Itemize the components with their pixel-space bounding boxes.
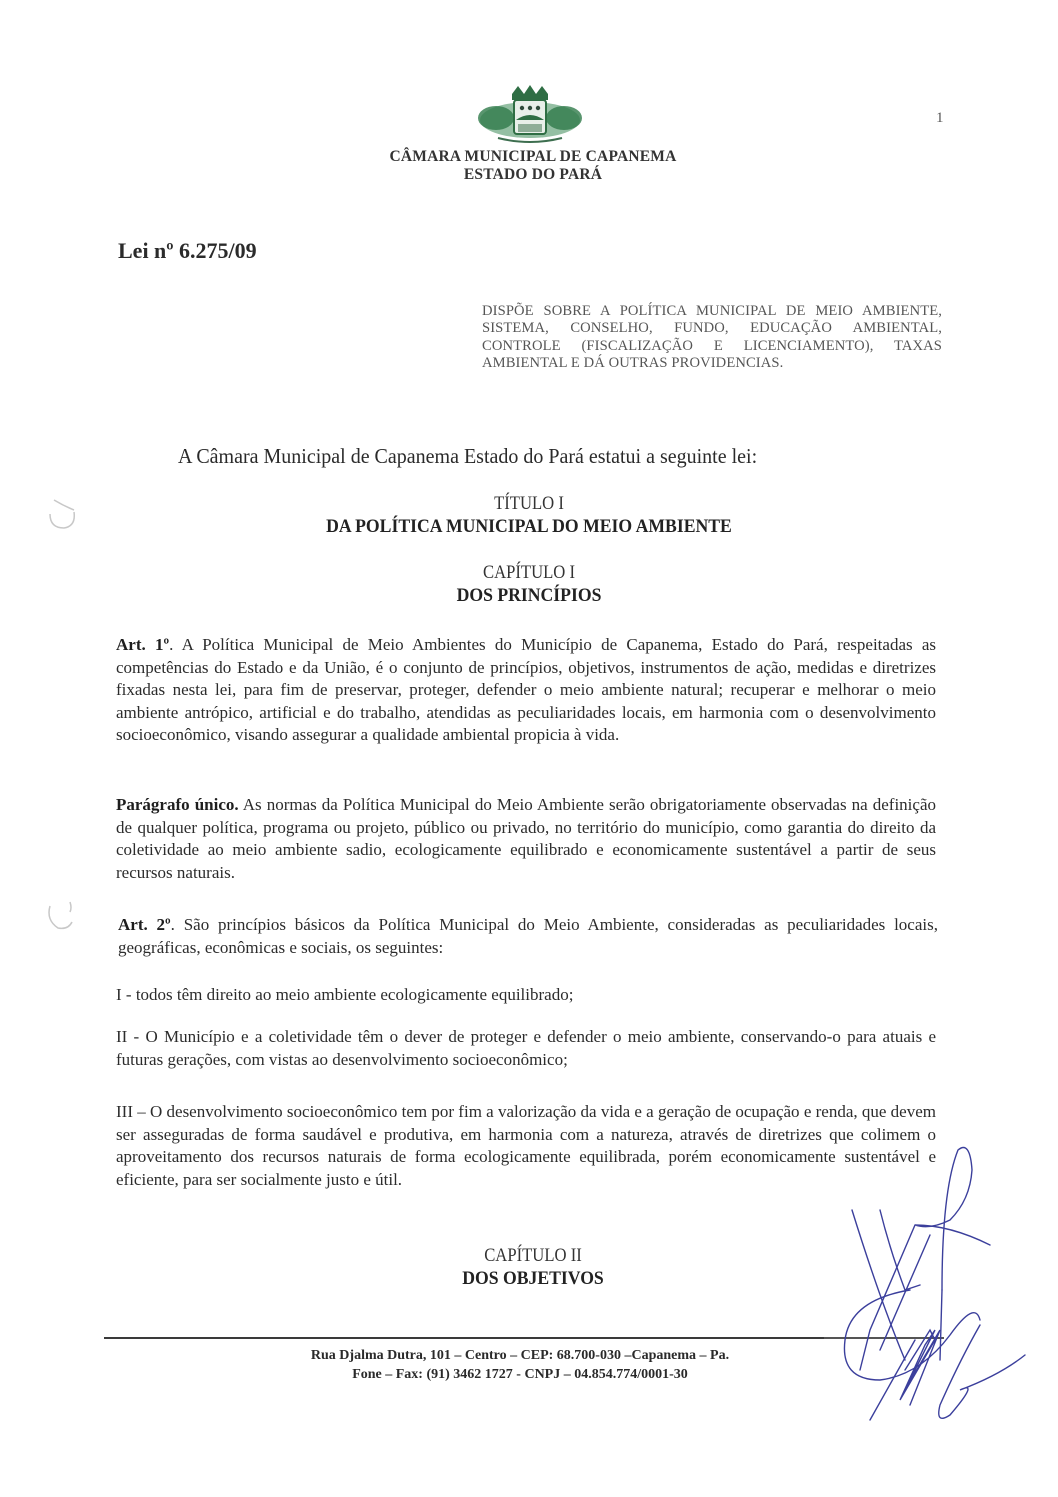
article-2-item-1: I - todos têm direito ao meio ambiente ecologicamente equilibrado; [116, 985, 574, 1004]
article-1 [116, 634, 936, 747]
enactment-clause: A Câmara Municipal de Capanema Estado do Pará estatui a seguinte lei: [178, 444, 758, 468]
sole-paragraph-text: As normas da Política Municipal do Meio Ambiente serão obrigatoriamente observadas na definição de qualquer política, programa ou projeto, público ou privado, no território do município, como garantia do direito da coletividade ao meio ambiente sadio, ecologicamente equilibrado e economicamente sustentável a partir de seus recursos naturais. [116, 795, 936, 882]
punch-hole-mark-icon [44, 496, 84, 532]
page-number: 1 [936, 110, 944, 126]
article-2-heading: Art. 2º [118, 915, 171, 934]
state-name: ESTADO DO PARÁ [463, 166, 603, 183]
footer-divider [104, 1337, 824, 1339]
title-name: DA POLÍTICA MUNICIPAL DO MEIO AMBIENTE [326, 516, 732, 537]
footer-address: Rua Djalma Dutra, 101 – Centro – CEP: 68.700-030 –Capanema – Pa. [310, 1348, 730, 1363]
article-2-item-3: III – O desenvolvimento socioeconômico tem por fim a valorização da vida e a geração de ocupação e renda, que devem ser asseguradas de forma saudável e produtiva, em harmonia com a natureza, através de diretrizes que colimem o aproveitamento dos recursos naturais de forma ecologicamente equilibrada, porém economicamente sustentável e eficiente, para ser socialmente justo e útil. [116, 1102, 936, 1189]
article-2-item-2: II - O Município e a coletividade têm o dever de proteger e defender o meio ambiente, conservando-o para atuais e futuras gerações, com vistas ao desenvolvimento socioeconômico; [116, 1027, 936, 1069]
article-2 [118, 914, 938, 959]
title-label: TÍTULO I [494, 494, 564, 514]
coat-of-arms-icon [474, 84, 586, 144]
handwritten-signature [810, 1130, 1050, 1430]
footer-contact: Fone – Fax: (91) 3462 1727 - CNPJ – 04.854.774/0001-30 [352, 1367, 688, 1382]
chapter-2-label: CAPÍTULO II [484, 1246, 582, 1266]
sole-paragraph [116, 794, 936, 884]
article-1-text: . A Política Municipal de Meio Ambientes do Município de Capanema, Estado do Pará, respeitadas as competências do Estado e da União, é o conjunto de princípios, objetivos, instrumentos de ação, medidas e diretrizes fixadas nesta lei, para fim de preservar, proteger, defender o meio ambiente natural; recuperar e melhorar o meio ambiente antrópico, artificial e do trabalho, atendidas as peculiaridades locais, em harmonia com o desenvolvimento socioeconômico, visando assegurar a qualidade ambiental propicia à vida. [116, 635, 936, 745]
law-number: Lei nº 6.275/09 [118, 238, 257, 263]
title-block [0, 494, 1058, 538]
chapter-1-name: DOS PRINCÍPIOS [456, 585, 602, 606]
article-1-heading: Art. 1º [116, 635, 170, 654]
institution-name: CÂMARA MUNICIPAL DE CAPANEMA [389, 148, 677, 165]
chapter-1-block [0, 563, 1058, 607]
article-2-text: . São princípios básicos da Política Municipal do Meio Ambiente, consideradas as peculiaridades locais, geográficas, econômicas e sociais, os seguintes: [118, 915, 938, 957]
sole-paragraph-heading: Parágrafo único. [116, 795, 239, 814]
chapter-1-label: CAPÍTULO I [482, 563, 576, 583]
law-summary: DISPÕE SOBRE A POLÍTICA MUNICIPAL DE MEIO AMBIENTE, SISTEMA, CONSELHO, FUNDO, EDUCAÇÃO AMBIENTAL, CONTROLE (FISCALIZAÇÃO E LICENCIAMENTO), TAXAS AMBIENTAL E DÁ OUTRAS PROVIDENCIAS. [482, 303, 942, 372]
punch-hole-mark-icon [42, 898, 82, 934]
chapter-2-name: DOS OBJETIVOS [462, 1268, 604, 1289]
